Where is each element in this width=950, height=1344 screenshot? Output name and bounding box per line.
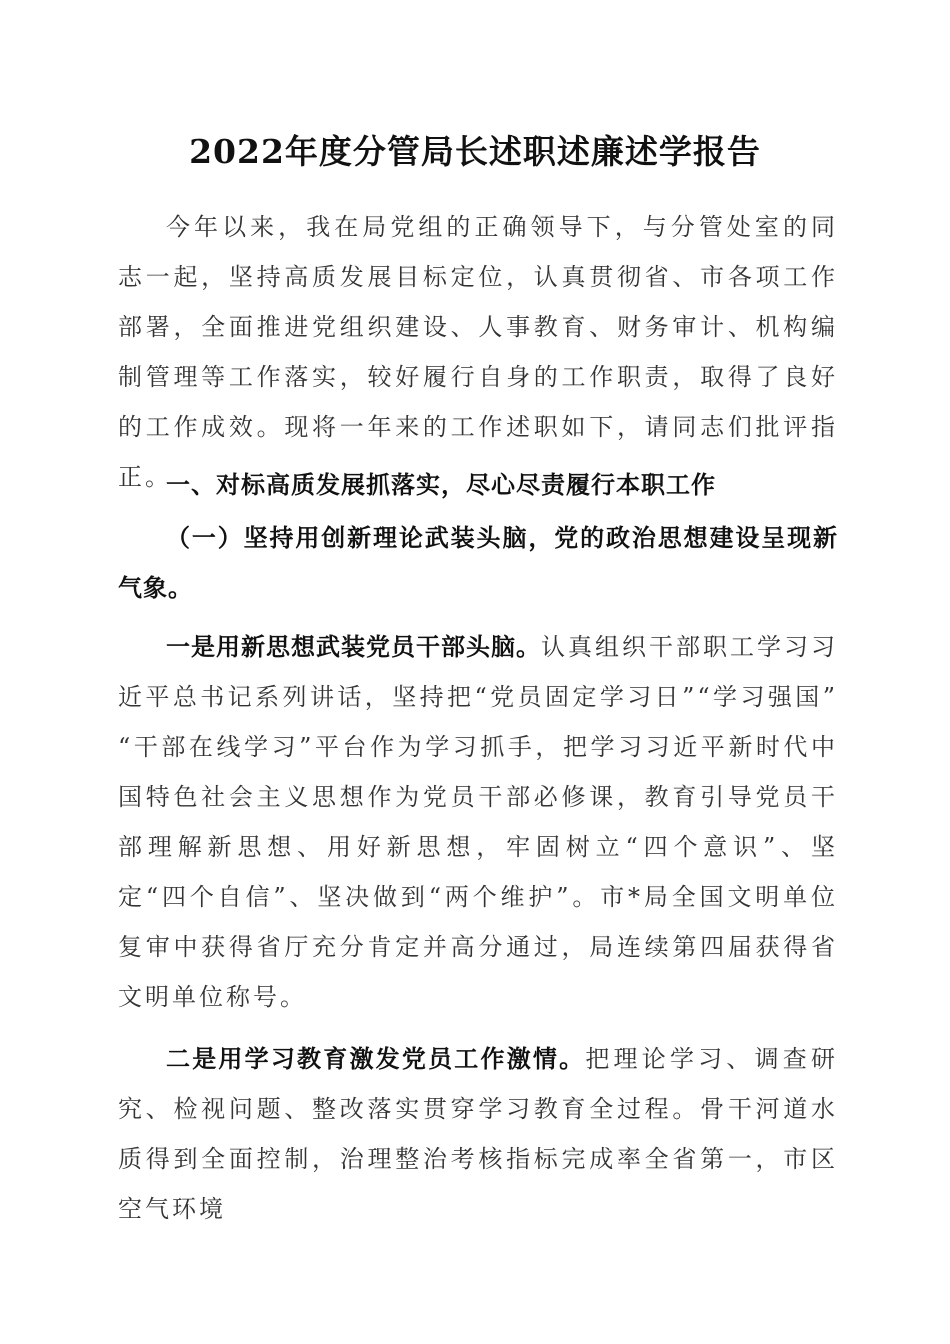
subsection-heading: （一）坚持用创新理论武装头脑，党的政治思想建设呈现新气象。 xyxy=(118,524,838,602)
item-2-body: 把理论学习、调查研究、检视问题、整改落实贯穿学习教育全过程。骨干河道水质得到全面控制，治理整治考核指标完成率全省第一，市区空气环境 xyxy=(118,1045,839,1223)
item-1-body: 认真组织干部职工学习习近平总书记系列讲话，坚持把“党员固定学习日”“学习强国” “干部在线学习”平台作为学习抓手，把学习习近平新时代中国特色社会主义思想作为党员干部必修课，教育引导党员干部理解新思想、用好新思想，牢固树立“四个意识”、坚定“四个自信”、坚决做到“两个维护”。市*局全国文明单位复审中获得省厅充分肯定并高分通过，局连续第四届获得省文明单位称号。 xyxy=(118,633,838,1011)
item-paragraph-1 xyxy=(118,622,838,1022)
item-paragraph-2 xyxy=(118,1034,838,1234)
section-heading: 一、对标高质发展抓落实，尽心尽责履行本职工作 xyxy=(166,471,716,499)
document-title: 2022年度分管局长述职述廉述学报告 xyxy=(189,132,761,171)
intro-paragraph: 今年以来，我在局党组的正确领导下，与分管处室的同志一起，坚持高质发展目标定位，认真贯彻省、市各项工作部署，全面推进党组织建设、人事教育、财务审计、机构编制管理等工作落实，较好履行自身的工作职责，取得了良好的工作成效。现将一年来的工作述职如下，请同志们批评指正。 xyxy=(118,213,838,491)
item-2-lead: 二是用学习教育激发党员工作激情。 xyxy=(166,1045,586,1073)
item-1-lead: 一是用新思想武装党员干部头脑。 xyxy=(166,633,541,661)
